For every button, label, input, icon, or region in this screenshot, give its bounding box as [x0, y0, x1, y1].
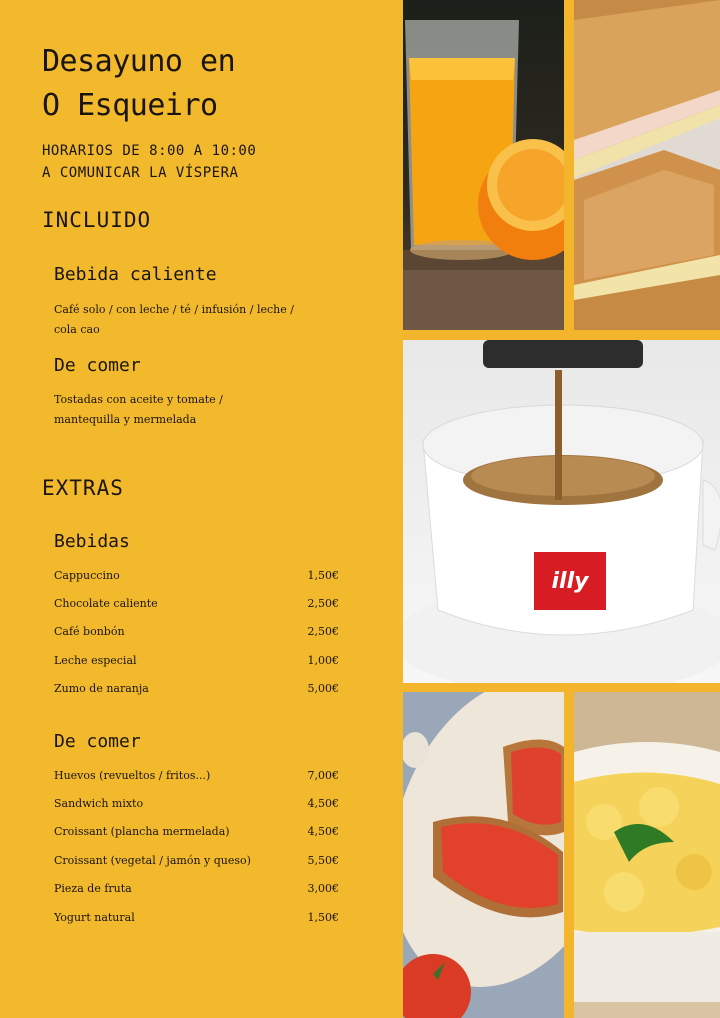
- extras-heading: EXTRAS: [42, 476, 124, 500]
- menu-item: [54, 569, 339, 582]
- item-name: Café bonbón: [54, 625, 125, 638]
- menu-item: [54, 797, 339, 810]
- extras-food-title: De comer: [54, 731, 141, 752]
- included-heading: INCLUIDO: [42, 208, 152, 232]
- item-price: 4,50€: [307, 825, 339, 838]
- item-price: 7,00€: [307, 769, 339, 782]
- included-food-title: De comer: [54, 355, 141, 376]
- scrambled-eggs-photo: [574, 692, 720, 1018]
- item-name: Yogurt natural: [54, 911, 135, 924]
- item-name: Sandwich mixto: [54, 797, 144, 810]
- hours-line-2: A COMUNICAR LA VÍSPERA: [42, 165, 239, 181]
- item-name: Croissant (vegetal / jamón y queso): [54, 854, 251, 867]
- item-price: 5,00€: [307, 682, 339, 695]
- menu-item: [54, 769, 339, 782]
- item-name: Zumo de naranja: [54, 682, 149, 695]
- included-food-description: [54, 390, 374, 430]
- included-food-line-1: Tostadas con aceite y tomate /: [54, 393, 223, 406]
- coffee-cup-photo: [403, 340, 720, 683]
- item-price: 4,50€: [307, 797, 339, 810]
- hot-drink-description: [54, 300, 374, 340]
- menu-item: [54, 597, 339, 610]
- item-price: 1,50€: [307, 569, 339, 582]
- hot-drink-line-2: cola cao: [54, 323, 100, 336]
- item-price: 5,50€: [307, 854, 339, 867]
- orange-juice-illustration: [403, 0, 564, 330]
- orange-juice-photo: [403, 0, 564, 330]
- item-price: 1,50€: [307, 911, 339, 924]
- menu-item: [54, 682, 339, 695]
- included-food-line-2: mantequilla y mermelada: [54, 413, 197, 426]
- item-name: Croissant (plancha mermelada): [54, 825, 230, 838]
- item-name: Chocolate caliente: [54, 597, 158, 610]
- tomato-toast-photo: [403, 692, 564, 1018]
- menu-item: [54, 854, 339, 867]
- coffee-cup-illustration: [403, 340, 720, 683]
- menu-item: [54, 625, 339, 638]
- item-price: 1,00€: [307, 654, 339, 667]
- menu-item: [54, 654, 339, 667]
- sandwich-photo: [574, 0, 720, 330]
- tomato-toast-illustration: [403, 692, 564, 1018]
- item-price: 2,50€: [307, 597, 339, 610]
- item-name: Cappuccino: [54, 569, 120, 582]
- hot-drink-title: Bebida caliente: [54, 264, 217, 285]
- illy-logo: illy: [534, 552, 606, 610]
- item-name: Leche especial: [54, 654, 137, 667]
- item-price: 3,00€: [307, 882, 339, 895]
- page-title: [42, 40, 235, 128]
- hours-info: [42, 140, 256, 184]
- sandwich-illustration: [574, 0, 720, 330]
- hours-line-1: HORARIOS DE 8:00 A 10:00: [42, 143, 257, 159]
- scrambled-eggs-illustration: [574, 692, 720, 1018]
- menu-item: [54, 882, 339, 895]
- item-name: Huevos (revueltos / fritos...): [54, 769, 211, 782]
- extras-drinks-title: Bebidas: [54, 531, 130, 552]
- menu-item: [54, 825, 339, 838]
- title-line-1: Desayuno en: [42, 44, 236, 79]
- title-line-2: O Esqueiro: [42, 88, 218, 123]
- menu-item: [54, 911, 339, 924]
- hot-drink-line-1: Café solo / con leche / té / infusión / leche /: [54, 303, 294, 316]
- item-price: 2,50€: [307, 625, 339, 638]
- item-name: Pieza de fruta: [54, 882, 132, 895]
